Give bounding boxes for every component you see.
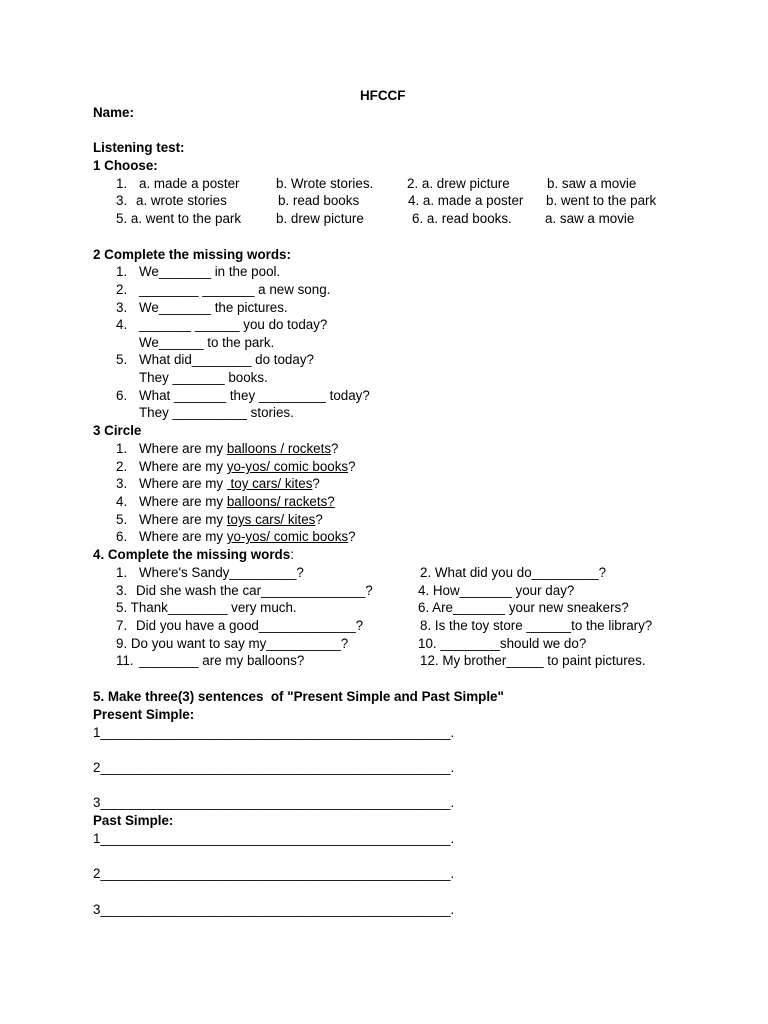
s4-left: 5. Thank________ very much. bbox=[116, 600, 297, 615]
s4-num: 7. bbox=[116, 618, 128, 633]
s1-row3-opt-d: a. saw a movie bbox=[545, 211, 635, 226]
s1-row2-opt-d: b. went to the park bbox=[546, 193, 657, 208]
s4-num: 3. bbox=[116, 583, 128, 598]
s4-left: ________ are my balloons? bbox=[139, 653, 305, 668]
s4-left: 9. Do you want to say my__________? bbox=[116, 636, 349, 651]
present-line-3: 3_______________________________________________. bbox=[93, 795, 455, 810]
s3-prefix: Where are my bbox=[139, 494, 227, 509]
s3-prefix: Where are my bbox=[139, 512, 227, 527]
s3-item bbox=[139, 529, 356, 545]
s4-right: 6. Are_______ your new sneakers? bbox=[418, 600, 629, 615]
present-line-1: 1_______________________________________________. bbox=[93, 725, 455, 740]
s3-item bbox=[139, 476, 320, 492]
s1-row2-opt-c: 4. a. made a poster bbox=[408, 193, 524, 208]
s3-item-num: 2. bbox=[116, 459, 128, 474]
s3-item-num: 5. bbox=[116, 512, 128, 527]
s1-row2-opt-b: b. read books bbox=[278, 193, 360, 208]
s3-prefix: Where are my bbox=[139, 529, 227, 544]
s4-right: 12. My brother_____ to paint pictures. bbox=[420, 653, 646, 668]
s3-item-num: 3. bbox=[116, 476, 128, 491]
s3-item-num: 1. bbox=[116, 441, 128, 456]
s3-prefix: Where are my bbox=[139, 441, 227, 456]
s1-row3-opt-c: 6. a. read books. bbox=[412, 211, 512, 226]
s2-item-text: They _______ books. bbox=[139, 370, 268, 385]
name-label: Name: bbox=[93, 105, 134, 120]
s2-item-num: 4. bbox=[116, 317, 128, 332]
section4-heading-text: 4. Complete the missing words bbox=[93, 547, 291, 562]
s3-options: toy cars/ kites bbox=[226, 476, 313, 491]
s3-end: ? bbox=[315, 512, 323, 527]
section5-heading: 5. Make three(3) sentences of "Present Simple and Past Simple" bbox=[93, 689, 504, 704]
s1-row2-num: 3. bbox=[116, 193, 128, 208]
present-simple-label: Present Simple: bbox=[93, 707, 195, 722]
section1-heading: 1 Choose: bbox=[93, 158, 158, 173]
s2-item-text: We______ to the park. bbox=[139, 335, 275, 350]
section4-heading bbox=[93, 547, 294, 563]
s4-right: 10. ________should we do? bbox=[418, 636, 587, 651]
s2-item-num: 6. bbox=[116, 388, 128, 403]
s2-item-num: 1. bbox=[116, 264, 128, 279]
s4-num: 1. bbox=[116, 565, 128, 580]
s1-row3-opt-b: b. drew picture bbox=[276, 211, 364, 226]
s1-row1-num: 1. bbox=[116, 176, 128, 191]
s2-item-text: We_______ in the pool. bbox=[139, 264, 281, 279]
s3-prefix: Where are my bbox=[139, 459, 227, 474]
s3-end: ? bbox=[312, 476, 320, 491]
s1-row1-opt-d: b. saw a movie bbox=[547, 176, 637, 191]
document-title: HFCCF bbox=[360, 88, 406, 103]
s1-row1-opt-c: 2. a. drew picture bbox=[407, 176, 510, 191]
past-line-2: 2_______________________________________________. bbox=[93, 866, 455, 881]
s3-options: balloons / rockets bbox=[226, 441, 332, 456]
section4-heading-colon: : bbox=[290, 547, 294, 562]
s3-options: balloons/ rackets? bbox=[226, 494, 335, 509]
present-line-2: 2_______________________________________________. bbox=[93, 760, 455, 775]
s3-options: toys cars/ kites bbox=[226, 512, 316, 527]
s2-item-num: 2. bbox=[116, 282, 128, 297]
s3-options: yo-yos/ comic books bbox=[226, 529, 349, 544]
s1-row1-opt-a: a. made a poster bbox=[139, 176, 240, 191]
s2-item-text: ________ _______ a new song. bbox=[139, 282, 331, 297]
s1-row3-opt-a: 5. a. went to the park bbox=[116, 211, 242, 226]
s2-item-text: What _______ they _________ today? bbox=[139, 388, 370, 403]
section2-heading: 2 Complete the missing words: bbox=[93, 247, 291, 262]
s2-item-text: What did________ do today? bbox=[139, 352, 314, 367]
section3-heading: 3 Circle bbox=[93, 423, 142, 438]
s3-item bbox=[139, 441, 338, 457]
past-line-3: 3_______________________________________________. bbox=[93, 902, 455, 917]
s4-left: Did you have a good_____________? bbox=[136, 618, 364, 633]
past-simple-label: Past Simple: bbox=[93, 813, 174, 828]
s1-row1-opt-b: b. Wrote stories. bbox=[276, 176, 374, 191]
s2-item-text: They __________ stories. bbox=[139, 405, 294, 420]
s3-end: ? bbox=[331, 441, 339, 456]
s3-options: yo-yos/ comic books bbox=[226, 459, 349, 474]
s2-item-text: _______ ______ you do today? bbox=[139, 317, 328, 332]
past-line-1: 1_______________________________________________. bbox=[93, 831, 455, 846]
s2-item-num: 5. bbox=[116, 352, 128, 367]
s3-item bbox=[139, 459, 356, 475]
s3-item-num: 4. bbox=[116, 494, 128, 509]
s4-right: 8. Is the toy store ______to the library? bbox=[420, 618, 653, 633]
s3-prefix: Where are my bbox=[139, 476, 227, 491]
s3-item bbox=[139, 494, 335, 510]
listening-test-label: Listening test: bbox=[93, 140, 185, 155]
s1-row2-opt-a: a. wrote stories bbox=[136, 193, 227, 208]
s2-item-num: 3. bbox=[116, 300, 128, 315]
s3-end: ? bbox=[348, 459, 356, 474]
s3-end: ? bbox=[348, 529, 356, 544]
s4-left: Where's Sandy_________? bbox=[139, 565, 304, 580]
s3-item-num: 6. bbox=[116, 529, 128, 544]
s4-num: 11. bbox=[116, 653, 134, 668]
s4-right: 2. What did you do_________? bbox=[420, 565, 607, 580]
s4-left: Did she wash the car______________? bbox=[136, 583, 373, 598]
s3-item bbox=[139, 512, 323, 528]
s2-item-text: We_______ the pictures. bbox=[139, 300, 288, 315]
s4-right: 4. How_______ your day? bbox=[418, 583, 575, 598]
